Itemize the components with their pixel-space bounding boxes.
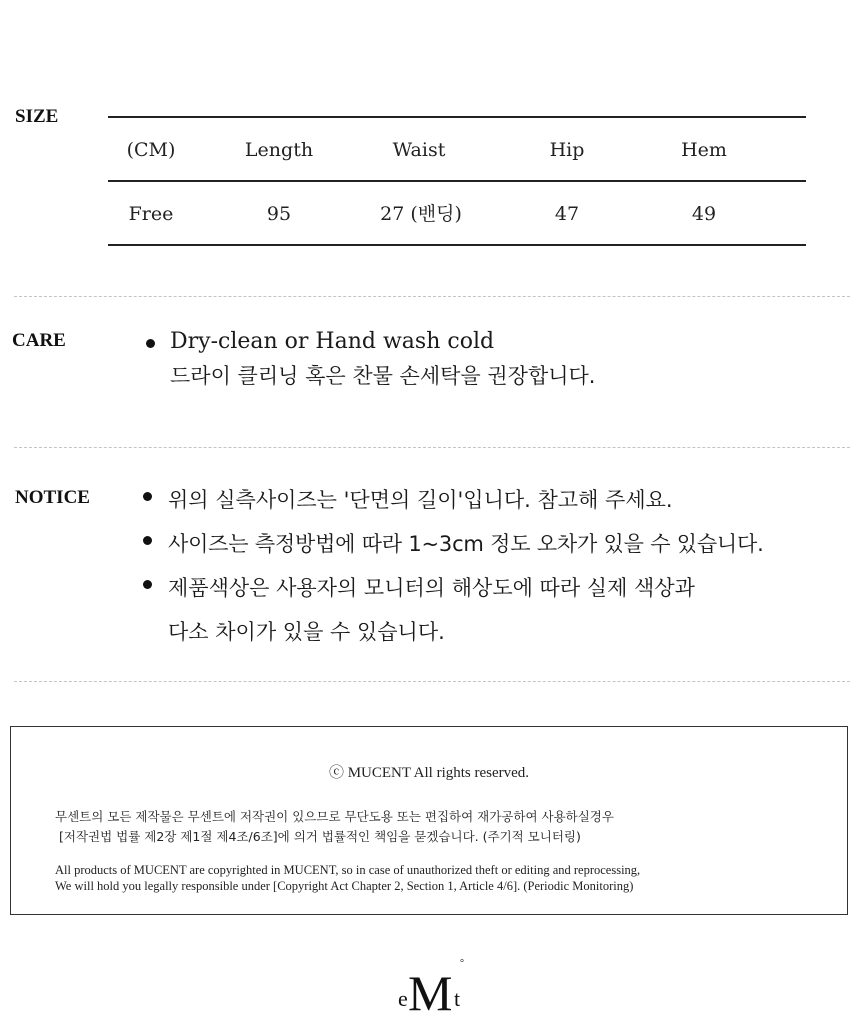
copyright-title: ⓒ MUCENT All rights reserved. xyxy=(328,765,530,781)
bullet-icon xyxy=(146,339,155,348)
logo-letter-e: e xyxy=(398,986,408,1011)
care-korean-text: 드라이 클리닝 혹은 찬물 손세탁을 권장합니다. xyxy=(170,364,596,388)
brand-logo xyxy=(398,958,468,1021)
bullet-icon xyxy=(143,580,152,589)
logo-degree-mark: ° xyxy=(460,958,464,969)
row-cell-waist: 27 (밴딩) xyxy=(380,203,462,225)
copyright-box xyxy=(10,726,848,915)
table-row xyxy=(108,182,806,244)
copyright-korean-line-2: [저작권법 법률 제2장 제1절 제4조/6조]에 의거 법률적인 책임을 묻겠습니다. (주기적 모니터링) xyxy=(59,829,581,844)
table-bottom-rule xyxy=(108,244,806,246)
size-label: SIZE xyxy=(15,106,59,127)
copyright-english-line-1: All products of MUCENT are copyrighted in MUCENT, so in case of unauthorized theft or editing and reprocessing, xyxy=(55,863,641,877)
size-table xyxy=(108,116,806,246)
divider xyxy=(14,296,850,297)
notice-label: NOTICE xyxy=(15,487,90,508)
logo-letter-m: M xyxy=(408,965,451,1021)
row-cell-length: 95 xyxy=(266,203,292,225)
notice-item: 위의 실측사이즈는 '단면의 길이'입니다. 참고해 주세요. xyxy=(168,488,673,512)
bullet-icon xyxy=(143,492,152,501)
logo-letter-t: t xyxy=(454,986,461,1011)
copyright-english-line-2: We will hold you legally responsible under [Copyright Act Chapter 2, Section 1, Article 4/6]. (Periodic Monitoring) xyxy=(55,879,634,893)
notice-item: 사이즈는 측정방법에 따라 1~3cm 정도 오차가 있을 수 있습니다. xyxy=(168,532,764,556)
table-header-row xyxy=(108,118,806,180)
care-english-text: Dry-clean or Hand wash cold xyxy=(170,329,495,354)
header-cell-hem: Hem xyxy=(681,139,727,161)
divider xyxy=(14,681,850,682)
header-cell-waist: Waist xyxy=(392,139,446,161)
care-label: CARE xyxy=(12,330,66,351)
header-cell-hip: Hip xyxy=(549,139,585,161)
row-cell-hip: 47 xyxy=(554,203,580,225)
divider xyxy=(14,447,850,448)
row-cell-size: Free xyxy=(128,203,174,225)
copyright-korean-line-1: 무센트의 모든 제작물은 무센트에 저작권이 있으므로 무단도용 또는 편집하여 재가공하여 사용하실경우 xyxy=(55,809,614,824)
header-cell-unit: (CM) xyxy=(126,139,176,161)
row-cell-hem: 49 xyxy=(691,203,717,225)
header-cell-length: Length xyxy=(244,139,314,161)
notice-item: 제품색상은 사용자의 모니터의 해상도에 따라 실제 색상과 xyxy=(168,576,695,600)
bullet-icon xyxy=(143,536,152,545)
notice-item-continued: 다소 차이가 있을 수 있습니다. xyxy=(168,620,445,644)
